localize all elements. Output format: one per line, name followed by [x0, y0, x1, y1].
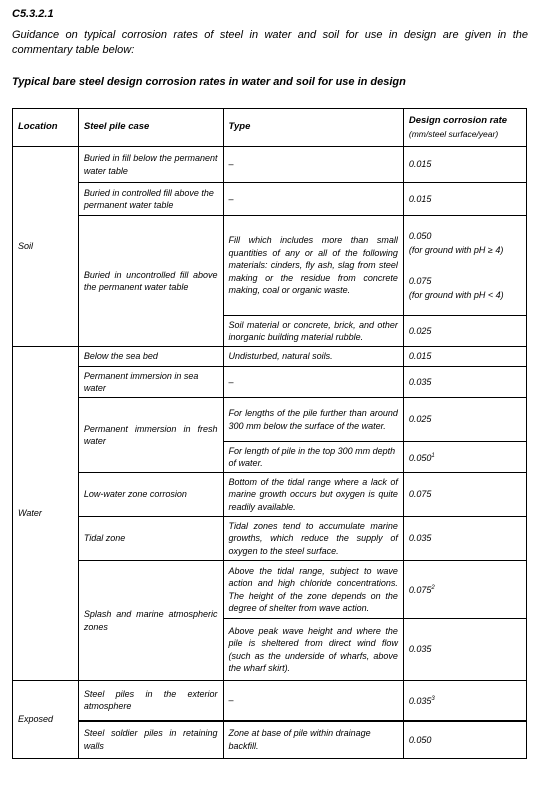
rate-cell: 0.075 — [403, 473, 526, 517]
case-cell: Buried in controlled fill above the permanent water table — [78, 183, 223, 216]
rate-cell: 0.035 — [403, 517, 526, 561]
type-cell: Zone at base of pile within drainage backfill. — [223, 721, 403, 759]
table-row — [13, 367, 527, 398]
section-number: C5.3.2.1 — [12, 8, 54, 20]
table-row — [13, 398, 527, 442]
type-cell: – — [223, 681, 403, 721]
rate-cell: 0.015 — [403, 183, 526, 216]
table-row — [13, 517, 527, 561]
rate-cell — [403, 442, 526, 473]
type-cell: – — [223, 147, 403, 183]
header-rate-label: Design corrosion rate — [408, 115, 508, 126]
footnote-marker: 3 — [431, 696, 435, 702]
rate-cell: 0.035 — [403, 367, 526, 398]
footnote-marker: 2 — [431, 585, 435, 592]
rate-cell — [403, 561, 526, 619]
case-cell: Steel soldier piles in retaining walls — [78, 721, 223, 759]
table-row — [13, 147, 527, 183]
type-cell: – — [223, 183, 403, 216]
header-rate — [403, 109, 526, 147]
rate-cell: 0.015 — [403, 147, 526, 183]
rate-value: 0.050 — [408, 452, 432, 463]
rate-cell: 0.025 — [403, 316, 526, 347]
header-type: Type — [223, 109, 403, 147]
case-cell: Tidal zone — [78, 517, 223, 561]
type-cell: Undisturbed, natural soils. — [223, 347, 403, 367]
type-cell: – — [223, 367, 403, 398]
table-row — [13, 681, 527, 721]
rate-cell — [403, 681, 526, 721]
table-row — [13, 721, 527, 759]
corrosion-rate-table — [12, 108, 527, 759]
case-cell: Permanent immersion in sea water — [78, 367, 223, 398]
table-title: Typical bare steel design corrosion rates in water and soil for use in design — [12, 76, 406, 88]
rate-note: (for ground with pH ≥ 4) — [408, 245, 504, 255]
rate-note: (for ground with pH < 4) — [408, 290, 504, 300]
type-cell: Bottom of the tidal range where a lack of marine growth occurs but oxygen is quite readily available. — [223, 473, 403, 517]
table-header-row — [13, 109, 527, 147]
footnote-marker: 1 — [431, 452, 435, 459]
case-cell: Low-water zone corrosion — [78, 473, 223, 517]
location-water: Water — [13, 347, 79, 681]
case-cell: Below the sea bed — [78, 347, 223, 367]
case-cell: Steel piles in the exterior atmosphere — [78, 681, 223, 721]
header-rate-unit: (mm/steel surface/year) — [408, 128, 499, 139]
rate-value: 0.075 — [408, 585, 432, 596]
rate-value: 0.075 — [408, 275, 432, 286]
rate-cell — [403, 216, 526, 316]
type-cell: For length of pile in the top 300 mm depth of water. — [223, 442, 403, 473]
type-cell: Soil material or concrete, brick, and other inorganic building material rubble. — [223, 316, 403, 347]
intro-paragraph: Guidance on typical corrosion rates of steel in water and soil for use in design are given in the commentary table below: — [12, 29, 528, 56]
header-location: Location — [13, 109, 79, 147]
table-row — [13, 216, 527, 316]
case-cell: Splash and marine atmospheric zones — [78, 561, 223, 681]
case-cell: Permanent immersion in fresh water — [78, 398, 223, 473]
case-cell: Buried in fill below the permanent water table — [78, 147, 223, 183]
rate-cell: 0.015 — [403, 347, 526, 367]
rate-cell: 0.025 — [403, 398, 526, 442]
case-cell: Buried in uncontrolled fill above the permanent water table — [78, 216, 223, 347]
rate-cell: 0.035 — [403, 619, 526, 681]
table-row — [13, 561, 527, 619]
type-cell: Fill which includes more than small quantities of any or all of the following materials: cinders, fly ash, slag from steel making or the residue from concrete making, coal or organic waste. — [223, 216, 403, 316]
type-cell: Above peak wave height and where the pile is sheltered from direct wind flow (such as the underside of wharfs, above the wharf skirt). — [223, 619, 403, 681]
type-cell: Tidal zones tend to accumulate marine growths, which reduce the supply of oxygen to the steel surface. — [223, 517, 403, 561]
type-cell: For lengths of the pile further than around 300 mm below the surface of the water. — [223, 398, 403, 442]
table-row — [13, 183, 527, 216]
header-case: Steel pile case — [78, 109, 223, 147]
location-exposed: Exposed — [13, 681, 79, 759]
rate-value: 0.035 — [408, 696, 432, 706]
type-cell: Above the tidal range, subject to wave action and high chloride concentrations. The height of the zone depends on the degree of shelter from wave action. — [223, 561, 403, 619]
location-soil: Soil — [13, 147, 79, 347]
rate-value: 0.050 — [408, 230, 432, 241]
rate-cell: 0.050 — [403, 721, 526, 759]
table-row — [13, 347, 527, 367]
table-row — [13, 473, 527, 517]
